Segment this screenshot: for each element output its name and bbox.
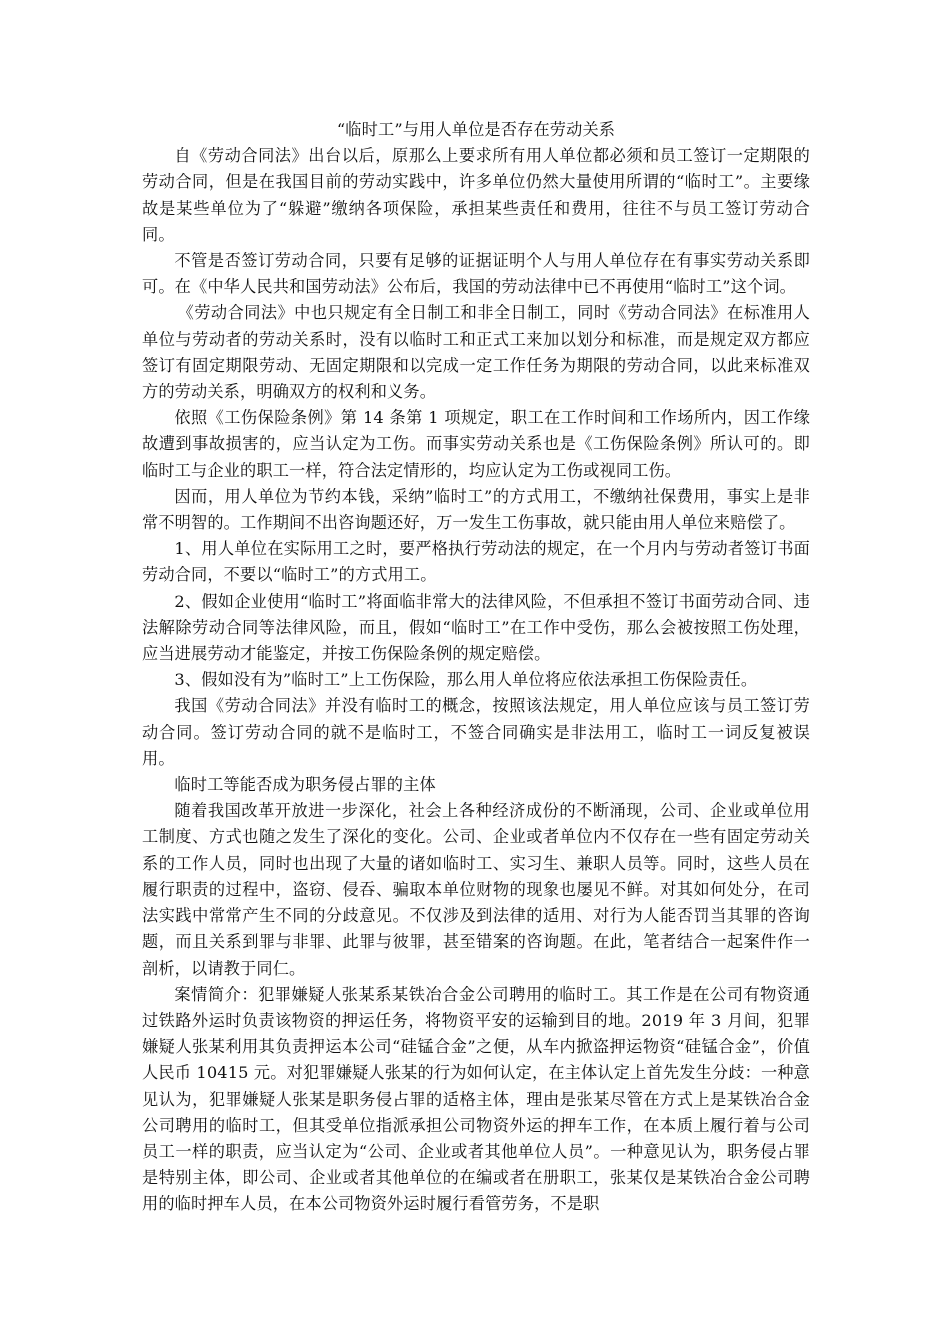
document-page [142, 117, 810, 1218]
list-item-2: 2、假如企业使用“临时工”将面临非常大的法律风险，不但承担不签订书面劳动合同、违法解除劳动合同等法律风险，而且，假如“临时工”在工作中受伤，那么会被按照工伤处理，应当进展劳动才能鉴定，并按工伤保险条例的规定赔偿。 [142, 591, 810, 664]
list-item-1: 1、用人单位在实际用工之时，要严格执行劳动法的规定，在一个月内与劳动者签订书面劳动合同，不要以“临时工”的方式用工。 [142, 539, 810, 585]
paragraph-6: 我国《劳动合同法》并没有临时工的概念，按照该法规定，用人单位应该与员工签订劳动合同。签订劳动合同的就不是临时工，不签合同确实是非法用工，临时工一词反复被误用。 [142, 696, 810, 768]
case-summary-paragraph: 案情简介：犯罪嫌疑人张某系某铁冶合金公司聘用的临时工。其工作是在公司有物资通过铁路外运时负责该物资的押运任务，将物资平安的运输到目的地。2019 年 3 月间，犯罪嫌疑人张某利用其负责押运本公司“硅锰合金”之便，从车内掀盗押运物资“硅锰合金”，价值人民币 10415 元。对犯罪嫌疑人张某的行为如何认定，在主体认定上首先发生分歧：一种意见认为，犯罪嫌疑人张某是职务侵占罪的适格主体，理由是张某尽管在方式上是某铁冶合金公司聘用的临时工，但其受单位指派承担公司物资外运的押车工作，在本质上履行着与公司员工一样的职责，应当认定为“公司、企业或者其他单位人员”。一种意见认为，职务侵占罪是特别主体，即公司、企业或者其他单位的在编或者在册职工，张某仅是某铁冶合金公司聘用的临时押车人员，在本公司物资外运时履行看管劳务，不是职 [142, 984, 810, 1214]
paragraph-1: 自《劳动合同法》出台以后，原那么上要求所有用人单位都必须和员工签订一定期限的劳动合同，但是在我国目前的劳动实践中，许多单位仍然大量使用所谓的“临时工”。主要缘故是某些单位为了“躲避”缴纳各项保险，承担某些责任和费用，往往不与员工签订劳动合同。 [142, 146, 810, 244]
section-heading: 临时工等能否成为职务侵占罪的主体 [174, 775, 436, 795]
paragraph-5: 因而，用人单位为节约本钱，采纳”临时工”的方式用工，不缴纳社保费用，事实上是非常不明智的。工作期间不出咨询题还好，万一发生工伤事故，就只能由用人单位来赔偿了。 [142, 486, 810, 533]
paragraph-7: 随着我国改革开放进一步深化，社会上各种经济成份的不断涌现，公司、企业或单位用工制度、方式也随之发生了深化的变化。公司、企业或者单位内不仅存在一些有固定劳动关系的工作人员，同时也出现了大量的诸如临时工、实习生、兼职人员等。同时，这些人员在履行职责的过程中，盗窃、侵吞、骗取本单位财物的现象也屡见不鲜。对其如何处分，在司法实践中常常产生不同的分歧意见。不仅涉及到法律的适用、对行为人能否罚当其罪的咨询题，而且关系到罪与非罪、此罪与彼罪，甚至错案的咨询题。在此，笔者结合一起案件作一剖析，以请教于同仁。 [142, 801, 810, 978]
list-item-3: 3、假如没有为”临时工”上工伤保险，那么用人单位将应依法承担工伤保险责任。 [174, 670, 758, 690]
document-title: “临时工”与用人单位是否存在劳动关系 [336, 120, 616, 139]
paragraph-3: 《劳动合同法》中也只规定有全日制工和非全日制工，同时《劳动合同法》在标准用人单位与劳动者的劳动关系时，没有以临时工和正式工来加以划分和标准，而是规定双方都应签订有固定期限劳动、无固定期限和以完成一定工作任务为期限的劳动合同，以此来标准双方的劳动关系，明确双方的权利和义务。 [142, 303, 810, 402]
paragraph-2: 不管是否签订劳动合同，只要有足够的证据证明个人与用人单位存在有事实劳动关系即可。在《中华人民共和国劳动法》公布后，我国的劳动法律中已不再使用“临时工”这个词。 [142, 251, 810, 297]
paragraph-4: 依照《工伤保险条例》第 14 条第 1 项规定，职工在工作时间和工作场所内，因工作缘故遭到事故损害的，应当认定为工伤。而事实劳动关系也是《工伤保险条例》所认可的。即临时工与企业的职工一样，符合法定情形的，均应认定为工伤或视同工伤。 [142, 408, 810, 480]
